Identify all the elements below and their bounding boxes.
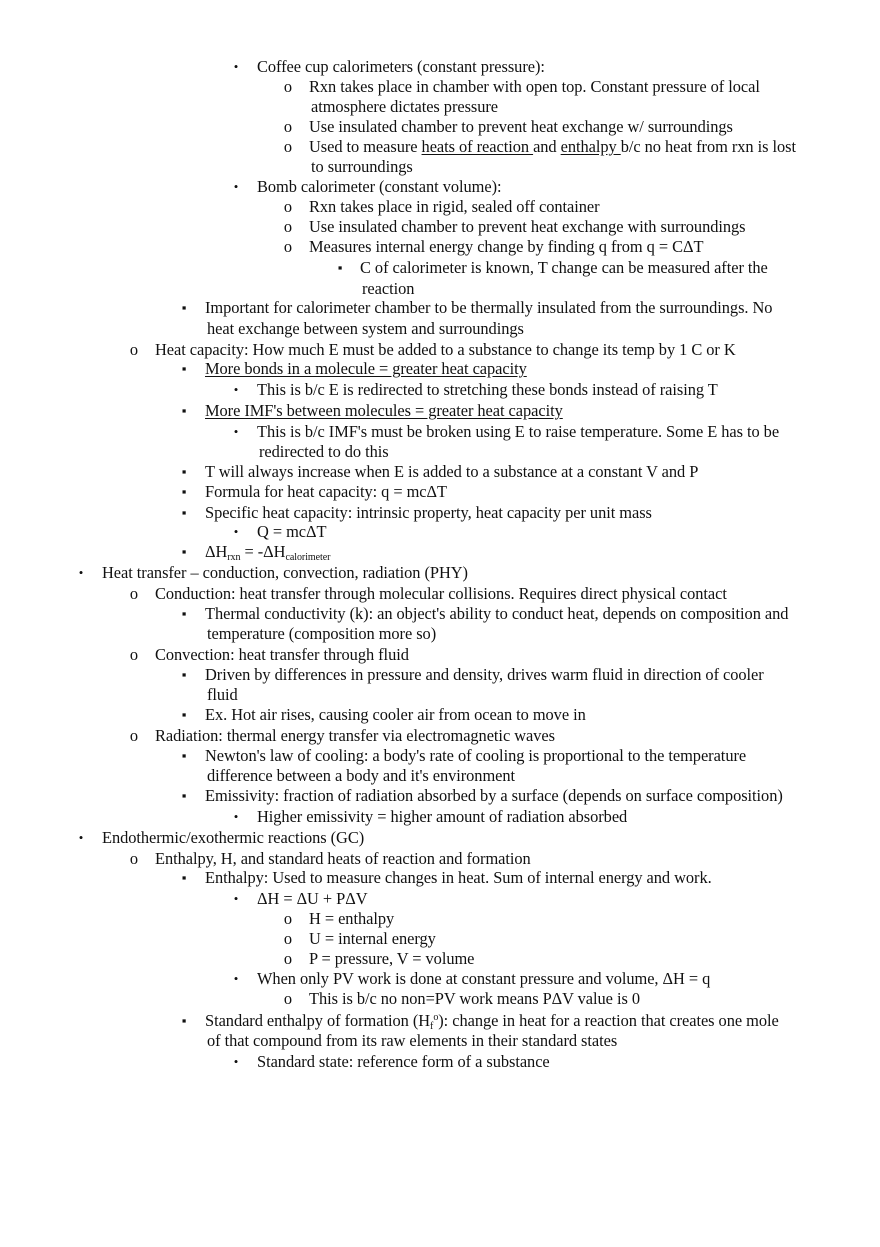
- bullet-marker: ▪: [181, 300, 187, 315]
- line-text: This is b/c no non=PV work means PΔV value is 0: [309, 989, 640, 1008]
- bullet-marker: •: [78, 830, 84, 845]
- bullet-marker: ▪: [181, 464, 187, 479]
- line-text: Measures internal energy change by finding q from q = CΔT: [309, 237, 704, 256]
- line-text: Standard enthalpy of formation $(H_f^o)$: change in heat for a reaction that creates one mole: [205, 1011, 779, 1032]
- line-text: Used to measure heats of reaction and enthalpy b/c no heat from rxn is lost: [309, 137, 796, 156]
- bullet-marker: •: [233, 891, 239, 906]
- line-text: ΔH = ΔU + PΔV: [257, 889, 368, 908]
- line-text: Newton's law of cooling: a body's rate of cooling is proportional to the temperature: [205, 746, 747, 765]
- line-text: Heat capacity: How much E must be added to a substance to change its temp by 1 C or K: [155, 340, 736, 359]
- line-text: Bomb calorimeter (constant volume):: [257, 177, 502, 196]
- line-text: redirected to do this: [259, 442, 389, 461]
- line-text: When only PV work is done at constant pressure and volume, ΔH = q: [257, 969, 711, 988]
- bullet-marker: ▪: [181, 403, 187, 418]
- bullet-marker: ▪: [181, 788, 187, 803]
- line-text: P = pressure, V = volume: [309, 949, 475, 968]
- bullet-marker: o: [283, 237, 293, 256]
- line-text: fluid: [207, 685, 238, 704]
- line-text: Thermal conductivity (k): an object's ability to conduct heat, depends on composition and: [205, 604, 789, 623]
- underlined-term: More bonds in a molecule = greater heat capacity: [205, 359, 527, 378]
- line-text: reaction: [362, 279, 415, 298]
- line-text: Higher emissivity = higher amount of radiation absorbed: [257, 807, 628, 826]
- line-text: Formula for heat capacity: q = mcΔT: [205, 482, 447, 501]
- line-text: Convection: heat transfer through fluid: [155, 645, 409, 664]
- line-text: Use insulated chamber to prevent heat exchange w/ surroundings: [309, 117, 733, 136]
- line-text: [205, 401, 563, 421]
- bullet-marker: o: [283, 989, 293, 1008]
- bullet-marker: •: [233, 524, 239, 539]
- line-text: Enthalpy: Used to measure changes in heat. Sum of internal energy and work.: [205, 868, 712, 887]
- bullet-marker: o: [129, 726, 139, 745]
- bullet-marker: o: [283, 949, 293, 968]
- bullet-marker: •: [233, 809, 239, 824]
- bullet-marker: o: [283, 217, 293, 236]
- line-text: Use insulated chamber to prevent heat exchange with surroundings: [309, 217, 746, 236]
- line-text: Rxn takes place in rigid, sealed off container: [309, 197, 600, 216]
- bullet-marker: o: [283, 117, 293, 136]
- line-text: Q = mcΔT: [257, 522, 327, 541]
- bullet-marker: ▪: [181, 870, 187, 885]
- line-text: Important for calorimeter chamber to be thermally insulated from the surroundings. No: [205, 298, 773, 317]
- line-text: Conduction: heat transfer through molecular collisions. Requires direct physical contact: [155, 584, 727, 603]
- bullet-marker: ▪: [181, 484, 187, 499]
- line-text: [205, 359, 527, 379]
- bullet-marker: o: [129, 340, 139, 359]
- bullet-marker: o: [129, 849, 139, 868]
- line-text: Ex. Hot air rises, causing cooler air from ocean to move in: [205, 705, 586, 724]
- bullet-marker: o: [283, 197, 293, 216]
- bullet-marker: o: [283, 137, 293, 156]
- bullet-marker: o: [129, 645, 139, 664]
- bullet-marker: •: [233, 179, 239, 194]
- line-text: to surroundings: [311, 157, 413, 176]
- line-text: H = enthalpy: [309, 909, 395, 928]
- line-text: heat exchange between system and surroundings: [207, 319, 524, 338]
- bullet-marker: •: [233, 382, 239, 397]
- bullet-marker: •: [78, 565, 84, 580]
- bullet-marker: ▪: [181, 748, 187, 763]
- bullet-marker: ▪: [181, 707, 187, 722]
- bullet-marker: ▪: [181, 1013, 187, 1028]
- line-text: Emissivity: fraction of radiation absorbed by a surface (depends on surface composition): [205, 786, 783, 805]
- line-text: This is b/c IMF's must be broken using E to raise temperature. Some E has to be: [257, 422, 780, 441]
- line-text: Rxn takes place in chamber with open top. Constant pressure of local: [309, 77, 760, 96]
- bullet-marker: ▪: [181, 544, 187, 559]
- line-text: T will always increase when E is added to a substance at a constant V and P: [205, 462, 699, 481]
- underlined-term: enthalpy: [560, 137, 621, 156]
- line-text: This is b/c E is redirected to stretching these bonds instead of raising T: [257, 380, 718, 399]
- bullet-marker: ▪: [181, 606, 187, 621]
- bullet-marker: o: [283, 929, 293, 948]
- line-text: of that compound from its raw elements in their standard states: [207, 1031, 618, 1050]
- line-text: $\Delta H_{rxn} = -\Delta H_{calorimeter}$: [205, 542, 331, 563]
- line-text: Heat transfer – conduction, convection, radiation (PHY): [102, 563, 468, 582]
- bullet-marker: o: [129, 584, 139, 603]
- line-text: difference between a body and it's environment: [207, 766, 516, 785]
- bullet-marker: •: [233, 1054, 239, 1069]
- line-text: C of calorimeter is known, T change can be measured after the: [360, 258, 768, 277]
- line-text: Radiation: thermal energy transfer via electromagnetic waves: [155, 726, 555, 745]
- line-text: Standard state: reference form of a substance: [257, 1052, 550, 1071]
- line-text: atmosphere dictates pressure: [311, 97, 499, 116]
- line-text: temperature (composition more so): [207, 624, 437, 643]
- line-text: Driven by differences in pressure and density, drives warm fluid in direction of cooler: [205, 665, 764, 684]
- bullet-marker: ▪: [181, 667, 187, 682]
- line-text: Enthalpy, H, and standard heats of reaction and formation: [155, 849, 531, 868]
- underlined-term: More IMF's between molecules = greater heat capacity: [205, 401, 563, 420]
- underlined-term: heats of reaction: [421, 137, 534, 156]
- bullet-marker: ▪: [181, 505, 187, 520]
- bullet-marker: •: [233, 971, 239, 986]
- line-text: Endothermic/exothermic reactions (GC): [102, 828, 365, 847]
- bullet-marker: ▪: [181, 361, 187, 376]
- bullet-marker: •: [233, 59, 239, 74]
- bullet-marker: ▪: [337, 260, 343, 275]
- bullet-marker: o: [283, 909, 293, 928]
- bullet-marker: •: [233, 424, 239, 439]
- line-text: Coffee cup calorimeters (constant pressure):: [257, 57, 545, 76]
- line-text: Specific heat capacity: intrinsic property, heat capacity per unit mass: [205, 503, 652, 522]
- line-text: U = internal energy: [309, 929, 436, 948]
- bullet-marker: o: [283, 77, 293, 96]
